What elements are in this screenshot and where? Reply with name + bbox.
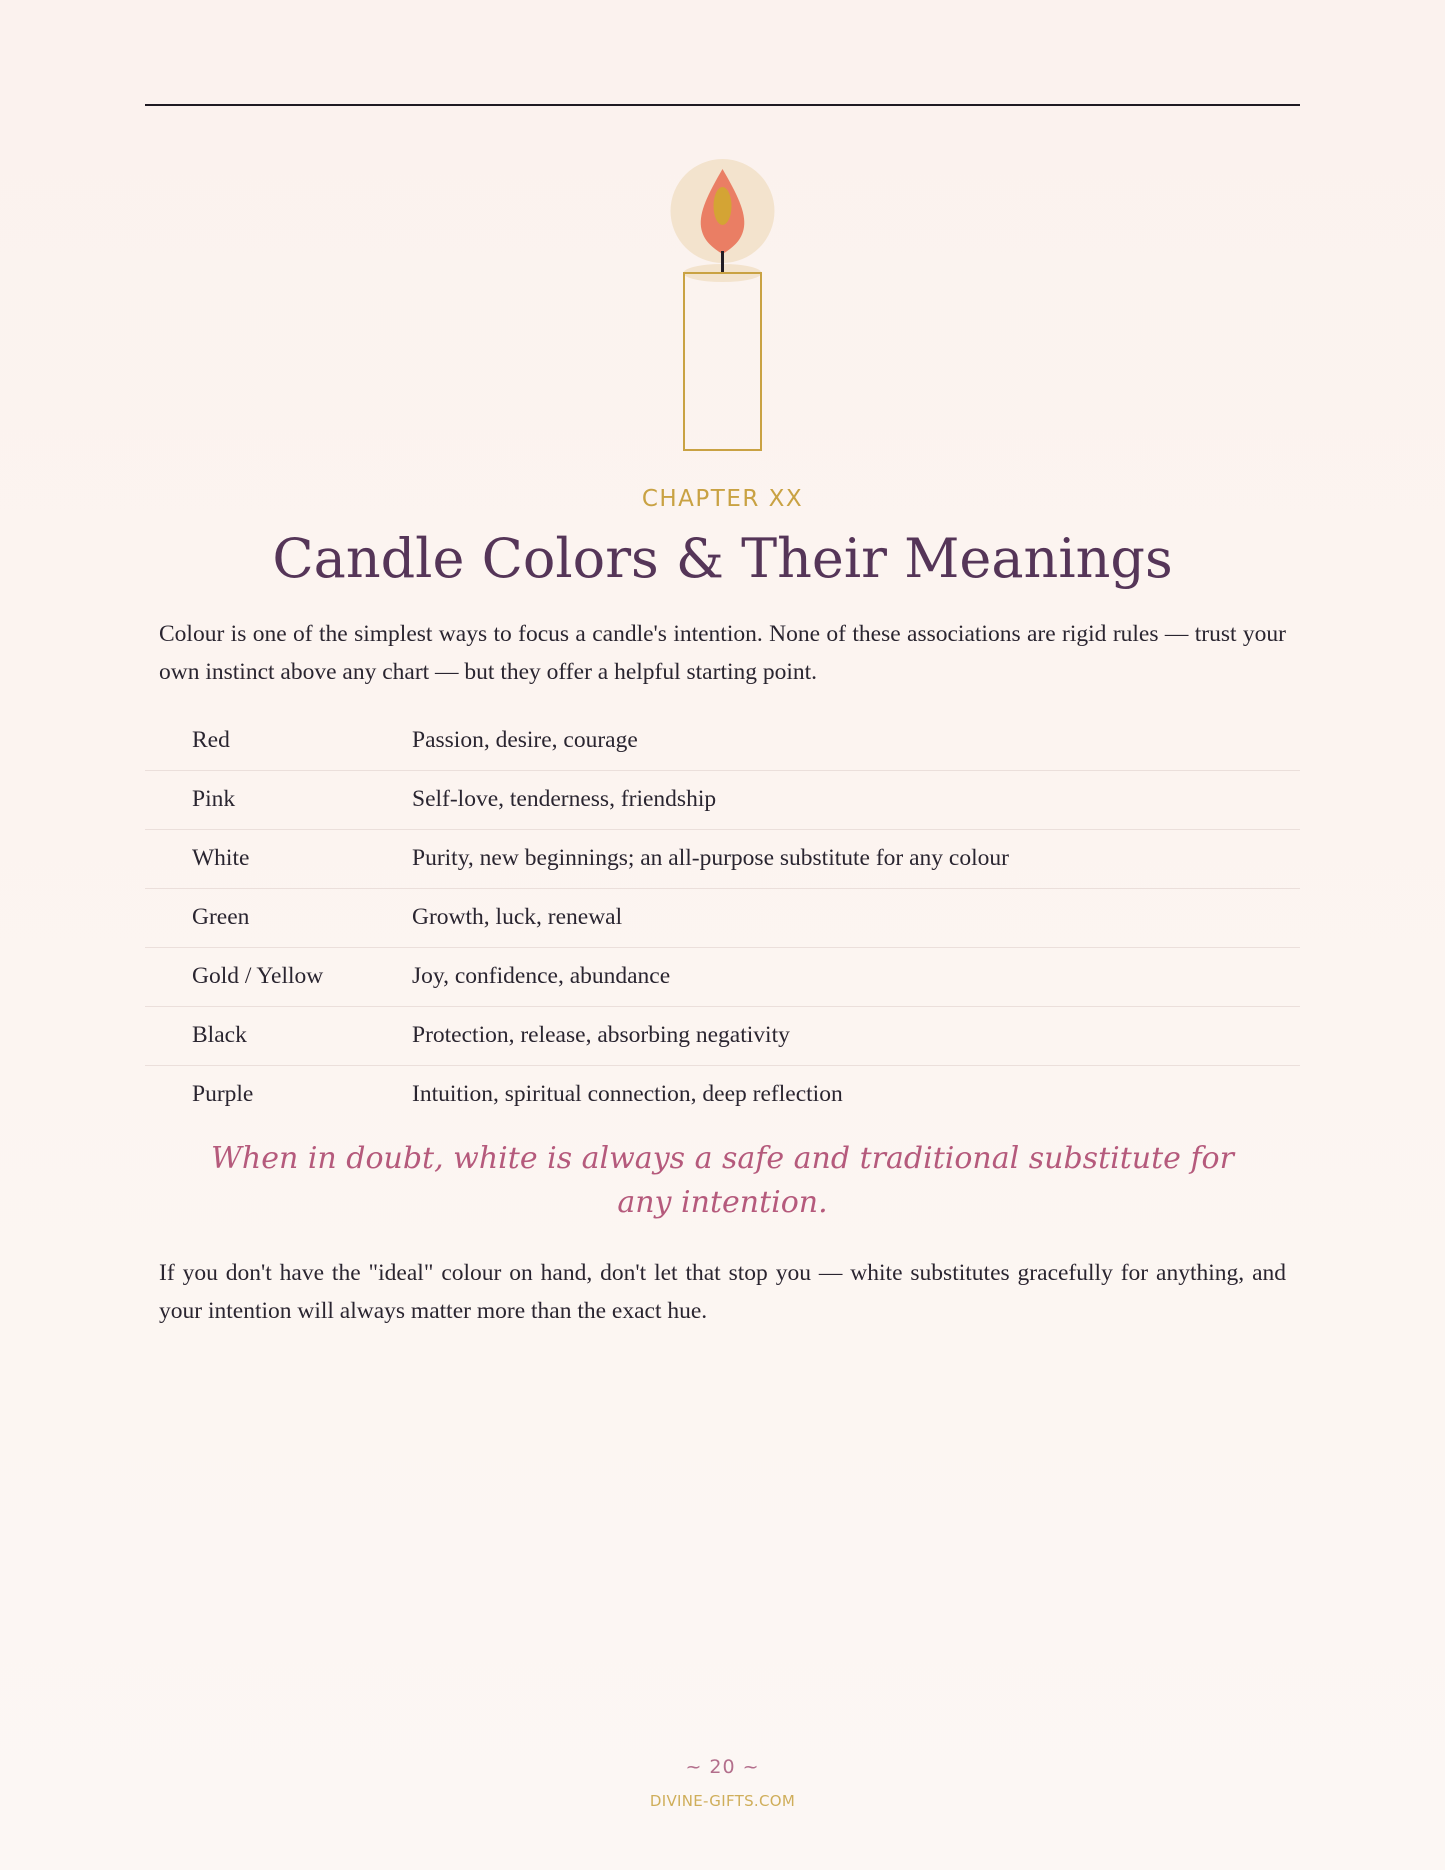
flame-core bbox=[714, 187, 732, 225]
footer-site-url: DIVINE-GIFTS.COM bbox=[649, 1792, 796, 1810]
color-name: White bbox=[145, 829, 412, 888]
color-meaning: Passion, desire, courage bbox=[412, 726, 638, 753]
table-row bbox=[145, 829, 1300, 888]
page-title: Candle Colors & Their Meanings bbox=[272, 527, 1173, 590]
color-name: Red bbox=[192, 726, 230, 753]
intro-paragraph: Colour is one of the simplest ways to focus a candle's intention. None of these associations are rigid rules — trust your own instinct above any chart — but they offer a helpful starting point. bbox=[159, 621, 1286, 685]
pull-quote: When in doubt, white is always a safe and traditional substitute for any intention. bbox=[211, 1141, 1234, 1220]
table-row bbox=[145, 770, 1300, 829]
top-divider bbox=[145, 104, 1300, 106]
color-meaning: Joy, confidence, abundance bbox=[412, 947, 1300, 1006]
color-meaning: Intuition, spiritual connection, deep reflection bbox=[412, 1065, 1300, 1124]
candle-icon bbox=[660, 150, 785, 460]
color-meaning: Purity, new beginnings; an all-purpose substitute for any colour bbox=[412, 829, 1300, 888]
color-meaning: Growth, luck, renewal bbox=[412, 888, 1300, 947]
table-row bbox=[145, 1065, 1300, 1124]
chapter-label: CHAPTER XX bbox=[641, 486, 804, 512]
table-row bbox=[145, 947, 1300, 1006]
color-name: Purple bbox=[145, 1065, 412, 1124]
table-row bbox=[145, 888, 1300, 947]
closing-paragraph: If you don't have the "ideal" colour on hand, don't let that stop you — white substitutes gracefully for anything, and your intention will always matter more than the exact hue. bbox=[159, 1260, 1286, 1324]
color-name: Gold / Yellow bbox=[145, 947, 412, 1006]
color-meanings-table bbox=[145, 711, 1300, 1124]
table-row bbox=[145, 1006, 1300, 1065]
color-name: Black bbox=[145, 1006, 412, 1065]
table-row bbox=[145, 711, 1300, 770]
color-meaning: Self-love, tenderness, friendship bbox=[412, 770, 1300, 829]
color-name: Pink bbox=[145, 770, 412, 829]
color-name: Green bbox=[145, 888, 412, 947]
page-number: ~ 20 ~ bbox=[685, 1756, 760, 1778]
color-meaning: Protection, release, absorbing negativity bbox=[412, 1006, 1300, 1065]
candle-body bbox=[684, 273, 761, 450]
